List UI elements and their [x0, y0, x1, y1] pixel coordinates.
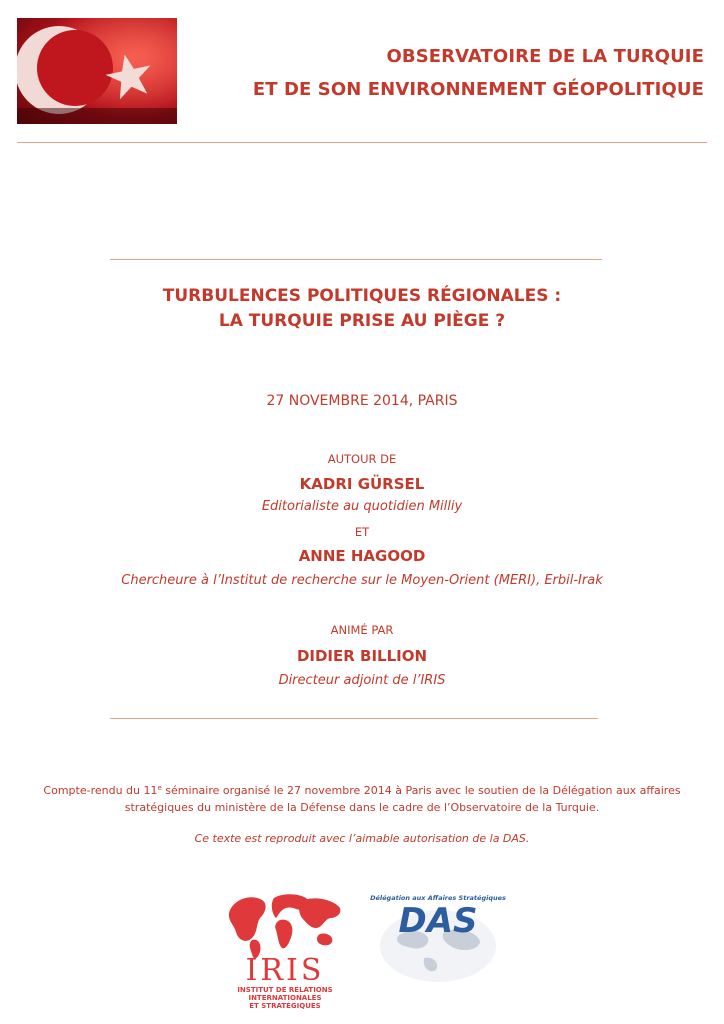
- iris-sub2: INTERNATIONALES: [248, 994, 322, 1002]
- speaker2-role: Chercheure à l’Institut de recherche sur le Moyen-Orient (MERI), Erbil-Irak: [121, 573, 603, 588]
- conjunction-label: ET: [354, 525, 370, 539]
- das-logo: [368, 888, 508, 988]
- report-description-part2: séminaire organisé le 27 novembre 2014 à Paris avec le soutien de la Délégation aux affaires: [161, 784, 681, 797]
- footer-divider: [110, 718, 598, 719]
- report-description-line1: [0, 780, 724, 799]
- speaker2-name: ANNE HAGOOD: [298, 547, 426, 565]
- das-globe-icon: [368, 888, 508, 988]
- intro-label: AUTOUR DE: [327, 452, 397, 466]
- speaker1-name: KADRI GÜRSEL: [299, 475, 425, 493]
- iris-sub1: INSTITUT DE RELATIONS: [237, 986, 333, 994]
- reproduction-note: Ce texte est reproduit avec l’aimable autorisation de la DAS.: [194, 832, 530, 845]
- report-description-part1: Compte-rendu du 11: [43, 784, 158, 797]
- moderator-name: DIDIER BILLION: [296, 647, 428, 665]
- observatory-title-line1: OBSERVATOIRE DE LA TURQUIE: [386, 46, 704, 67]
- iris-sub3: ET STRATÉGIQUES: [249, 1002, 321, 1010]
- turkish-flag-image: [17, 18, 177, 124]
- world-map-icon: [226, 888, 344, 1012]
- das-wordmark: DAS: [398, 901, 478, 941]
- header-divider: [17, 142, 707, 143]
- observatory-title-line2: ET DE SON ENVIRONNEMENT GÉOPOLITIQUE: [252, 79, 704, 100]
- date-place: 27 NOVEMBRE 2014, PARIS: [266, 393, 458, 409]
- seminar-title-line2: LA TURQUIE PRISE AU PIÈGE ?: [218, 311, 506, 331]
- observatory-title: [253, 40, 704, 106]
- seminar-title: [0, 284, 724, 334]
- crescent-star-icon: [17, 18, 177, 124]
- seminar-title-line1: TURBULENCES POLITIQUES RÉGIONALES :: [162, 286, 562, 306]
- das-caption: Délégation aux Affaires Stratégiques: [370, 894, 506, 902]
- iris-wordmark: IRIS: [245, 953, 325, 988]
- iris-logo: [226, 888, 344, 1012]
- moderator-label: ANIMÉ PAR: [330, 623, 394, 637]
- speaker1-role: Editorialiste au quotidien Milliy: [261, 499, 463, 514]
- report-description: [0, 780, 724, 816]
- ordinal-suffix: e: [157, 784, 162, 792]
- moderator-role: Directeur adjoint de l’IRIS: [278, 673, 446, 688]
- title-divider: [110, 259, 602, 260]
- report-description-line2: stratégiques du ministère de la Défense dans le cadre de l’Observatoire de la Turquie.: [124, 801, 600, 814]
